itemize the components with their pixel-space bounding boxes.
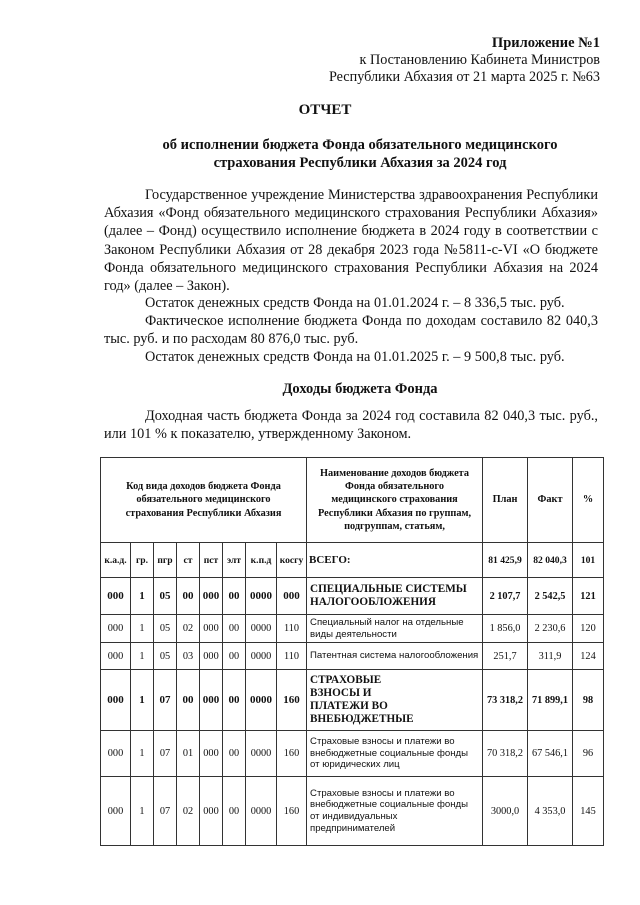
total-percent: 101 [573, 543, 604, 578]
report-subtitle-line2: страхования Республики Абхазия за 2024 год [213, 155, 507, 171]
table-row [101, 643, 604, 670]
income-table [100, 457, 604, 846]
cell-fact: 2 230,6 [528, 615, 573, 643]
cell-fact: 67 546,1 [528, 731, 573, 777]
cell-elt: 00 [223, 777, 246, 846]
code-col-pst: пст [200, 543, 223, 578]
code-col-st: ст [177, 543, 200, 578]
cell-plan: 73 318,2 [483, 670, 528, 731]
cell-name: СПЕЦИАЛЬНЫЕ СИСТЕМЫ НАЛОГООБЛОЖЕНИЯ [307, 578, 483, 615]
cell-kosgu: 160 [277, 777, 307, 846]
report-title: ОТЧЕТ [298, 102, 352, 118]
cell-pst: 000 [200, 643, 223, 670]
resolution-reference-line2: Республики Абхазия от 21 марта 2025 г. №63 [328, 69, 600, 85]
cell-pgr: 05 [154, 643, 177, 670]
header-plan: План [483, 458, 528, 543]
cell-percent: 145 [573, 777, 604, 846]
table-total-row [101, 543, 604, 578]
cell-pst: 000 [200, 777, 223, 846]
cell-kosgu: 110 [277, 643, 307, 670]
cell-plan: 1 856,0 [483, 615, 528, 643]
intro-paragraph [104, 186, 598, 295]
cell-kosgu: 000 [277, 578, 307, 615]
cell-kosgu: 160 [277, 731, 307, 777]
balance-end-text: Остаток денежных средств Фонда на 01.01.2025 г. – 9 500,8 тыс. руб. [145, 349, 565, 365]
header-percent: % [573, 458, 604, 543]
cell-percent: 98 [573, 670, 604, 731]
cell-kad: 000 [101, 777, 131, 846]
cell-st: 02 [177, 777, 200, 846]
cell-fact: 71 899,1 [528, 670, 573, 731]
cell-st: 03 [177, 643, 200, 670]
cell-kosgu: 160 [277, 670, 307, 731]
total-plan: 81 425,9 [483, 543, 528, 578]
cell-pst: 000 [200, 731, 223, 777]
cell-name: Патентная система налогообложения [307, 643, 483, 670]
cell-pst: 000 [200, 670, 223, 731]
table-row [101, 578, 604, 615]
intro-paragraph-text: Государственное учреждение Министерства здравоохранения Республики Абхазия «Фонд обязательного медицинского страхования Республики Абхазия» (далее – Фонд) осуществило исполнение бюджета в 2024 году в соответствии с Законом Республики Абхазия от 28 декабря 2023 года №5811-с-VI «О бюджете Фонда обязательного медицинского страхования Республики Абхазия на 2024 год» (далее – Закон). [104, 187, 598, 295]
code-col-elt: элт [223, 543, 246, 578]
cell-kad: 000 [101, 670, 131, 731]
cell-gr: 1 [131, 777, 154, 846]
actual-execution-text: Фактическое исполнение бюджета Фонда по доходам составило 82 040,3 тыс. руб. и по расходам 80 876,0 тыс. руб. [104, 313, 598, 348]
code-col-kpd: к.п.д [246, 543, 277, 578]
cell-kpd: 0000 [246, 578, 277, 615]
cell-pgr: 07 [154, 670, 177, 731]
cell-st: 02 [177, 615, 200, 643]
cell-name: Страховые взносы и платежи во внебюджетные социальные фонды от индивидуальных предпринимателей [307, 777, 483, 846]
cell-pgr: 05 [154, 615, 177, 643]
cell-kpd: 0000 [246, 670, 277, 731]
cell-elt: 00 [223, 731, 246, 777]
table-row [101, 731, 604, 777]
income-paragraph-text: Доходная часть бюджета Фонда за 2024 год составила 82 040,3 тыс. руб., или 101 % к показателю, утвержденному Законом. [104, 408, 598, 443]
cell-kpd: 0000 [246, 731, 277, 777]
balance-end-paragraph [104, 348, 598, 366]
cell-pgr: 07 [154, 731, 177, 777]
cell-plan: 2 107,7 [483, 578, 528, 615]
cell-kosgu: 110 [277, 615, 307, 643]
cell-kad: 000 [101, 578, 131, 615]
code-col-kad: к.а.д. [101, 543, 131, 578]
cell-kpd: 0000 [246, 615, 277, 643]
table-row [101, 615, 604, 643]
cell-pgr: 05 [154, 578, 177, 615]
code-col-kosgu: косгу [277, 543, 307, 578]
report-subtitle [100, 136, 620, 172]
cell-kpd: 0000 [246, 777, 277, 846]
cell-pst: 000 [200, 578, 223, 615]
cell-percent: 124 [573, 643, 604, 670]
cell-elt: 00 [223, 615, 246, 643]
total-label: ВСЕГО: [307, 543, 483, 578]
income-section-title: Доходы бюджета Фонда [282, 381, 438, 397]
cell-percent: 120 [573, 615, 604, 643]
cell-gr: 1 [131, 615, 154, 643]
cell-percent: 96 [573, 731, 604, 777]
cell-name: Специальный налог на отдельные виды деятельности [307, 615, 483, 643]
resolution-reference-line1: к Постановлению Кабинета Министров [359, 52, 600, 68]
cell-st: 00 [177, 578, 200, 615]
cell-fact: 2 542,5 [528, 578, 573, 615]
cell-elt: 00 [223, 643, 246, 670]
cell-kad: 000 [101, 615, 131, 643]
cell-kad: 000 [101, 731, 131, 777]
actual-execution-paragraph [104, 312, 598, 348]
cell-pgr: 07 [154, 777, 177, 846]
cell-st: 00 [177, 670, 200, 731]
cell-fact: 311,9 [528, 643, 573, 670]
cell-plan: 3000,0 [483, 777, 528, 846]
report-subtitle-line1: об исполнении бюджета Фонда обязательного медицинского [162, 137, 558, 153]
cell-gr: 1 [131, 578, 154, 615]
balance-start-text: Остаток денежных средств Фонда на 01.01.2024 г. – 8 336,5 тыс. руб. [145, 295, 565, 311]
income-paragraph [104, 407, 598, 443]
table-header-row [101, 458, 604, 543]
table-row [101, 777, 604, 846]
code-col-pgr: пгр [154, 543, 177, 578]
header-code-group: Код вида доходов бюджета Фонда обязательного медицинского страхования Республики Абхазия [101, 458, 307, 543]
cell-kpd: 0000 [246, 643, 277, 670]
code-col-gr: гр. [131, 543, 154, 578]
cell-elt: 00 [223, 670, 246, 731]
cell-name: СТРАХОВЫЕ ВЗНОСЫ И ПЛАТЕЖИ ВО ВНЕБЮДЖЕТНЫЕ [307, 670, 483, 731]
cell-st: 01 [177, 731, 200, 777]
cell-plan: 70 318,2 [483, 731, 528, 777]
cell-gr: 1 [131, 643, 154, 670]
cell-kad: 000 [101, 643, 131, 670]
table-row [101, 670, 604, 731]
cell-fact: 4 353,0 [528, 777, 573, 846]
header-name: Наименование доходов бюджета Фонда обязательного медицинского страхования Республики Абхазия по группам, подгруппам, статьям, [307, 458, 483, 543]
total-fact: 82 040,3 [528, 543, 573, 578]
cell-pst: 000 [200, 615, 223, 643]
appendix-number: Приложение №1 [491, 35, 600, 51]
cell-percent: 121 [573, 578, 604, 615]
cell-gr: 1 [131, 670, 154, 731]
header-fact: Факт [528, 458, 573, 543]
cell-gr: 1 [131, 731, 154, 777]
cell-elt: 00 [223, 578, 246, 615]
balance-start-paragraph [104, 294, 598, 312]
cell-name: Страховые взносы и платежи во внебюджетные социальные фонды от юридических лиц [307, 731, 483, 777]
cell-plan: 251,7 [483, 643, 528, 670]
